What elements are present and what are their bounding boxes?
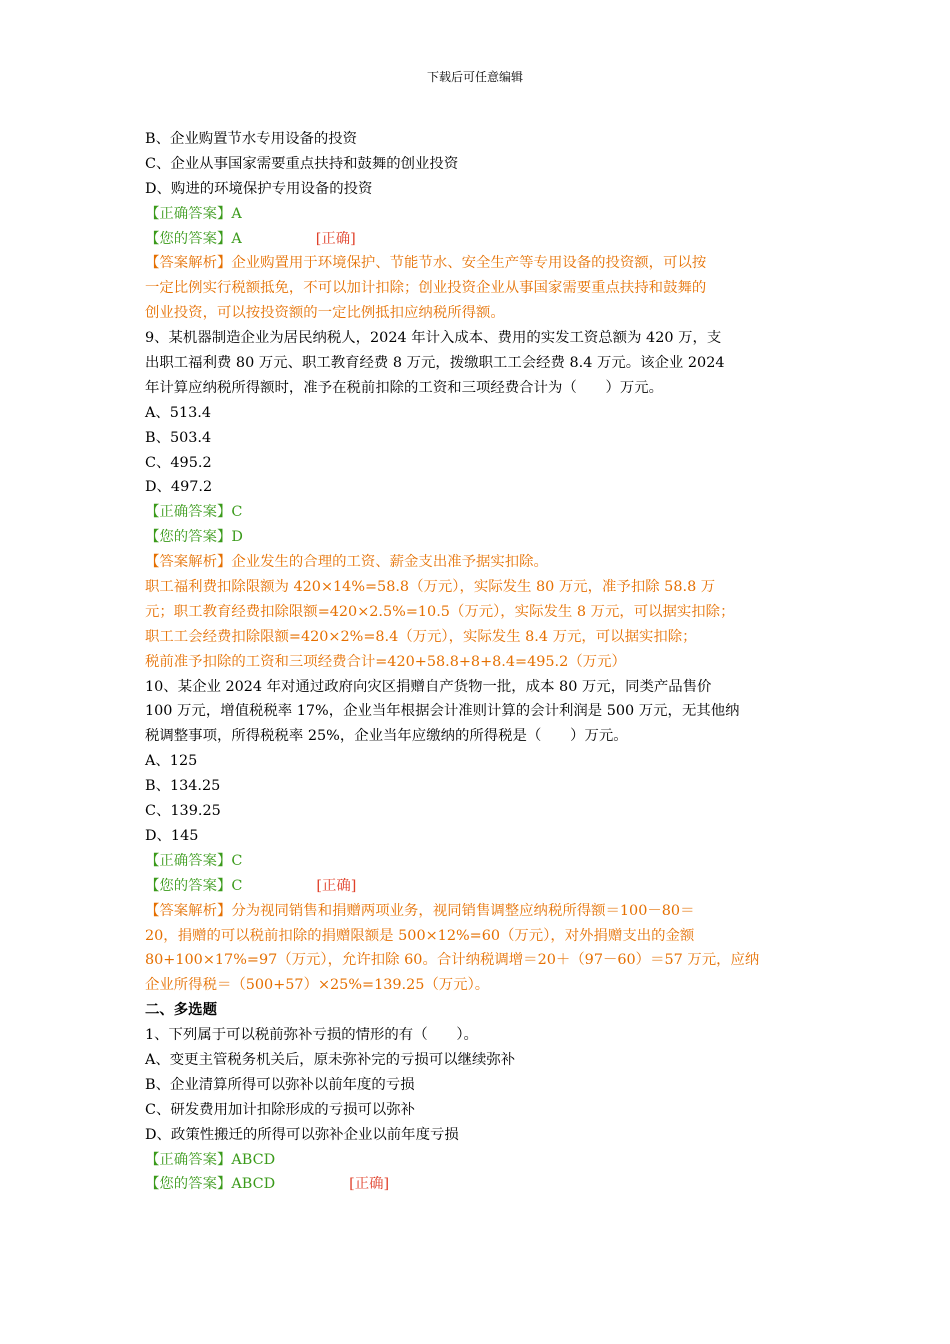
page-header: 下载后可任意编辑 (426, 70, 523, 84)
analysis-line: 【答案解析】企业发生的合理的工资、薪金支出准予据实扣除。 (145, 554, 548, 571)
option-line: D、政策性搬迁的所得可以弥补企业以前年度亏损 (145, 1126, 459, 1143)
your-answer-line (145, 1172, 810, 1197)
document-body (145, 127, 810, 1197)
your-answer: 【您的答案】D (145, 529, 243, 546)
correct-answer: 【正确答案】C (145, 504, 243, 521)
question-line: 年计算应纳税所得额时，准予在税前扣除的工资和三项经费合计为（ ）万元。 (145, 379, 664, 396)
analysis-line: 元；职工教育经费扣除限额=420×2.5%=10.5（万元），实际发生 8 万元，可以据实扣除； (145, 603, 735, 620)
analysis-line: 职工工会经费扣除限额=420×2%=8.4（万元），实际发生 8.4 万元，可以据实扣除； (145, 628, 697, 645)
option-line: C、139.25 (145, 803, 221, 820)
option-line: A、513.4 (145, 404, 211, 421)
option-line: C、495.2 (145, 454, 212, 471)
analysis-line: 【答案解析】企业购置用于环境保护、节能节水、安全生产等专用设备的投资额，可以按 (145, 255, 707, 272)
analysis-line: 20，捐赠的可以税前扣除的捐赠限额是 500×12%=60（万元），对外捐赠支出的金额 (145, 927, 695, 944)
correct-answer: 【正确答案】A (145, 205, 242, 222)
status-badge: [正确] (349, 1176, 390, 1193)
question-line: 1、下列属于可以税前弥补亏损的情形的有（ ）。 (145, 1027, 478, 1044)
option-line: C、企业从事国家需要重点扶持和鼓舞的创业投资 (145, 155, 459, 172)
option-line: C、研发费用加计扣除形成的亏损可以弥补 (145, 1101, 416, 1118)
analysis-line: 【答案解析】分为视同销售和捐赠两项业务，视同销售调整应纳税所得额＝100－80＝ (145, 902, 695, 919)
option-line: B、503.4 (145, 429, 212, 446)
option-line: B、企业清算所得可以弥补以前年度的亏损 (145, 1076, 415, 1093)
option-line: D、145 (145, 827, 199, 844)
analysis-line: 税前准予扣除的工资和三项经费合计=420+58.8+8+8.4=495.2（万元） (145, 653, 626, 670)
option-line: B、企业购置节水专用设备的投资 (145, 131, 358, 147)
option-line: D、497.2 (145, 479, 213, 496)
your-answer-line (145, 227, 810, 252)
option-line: A、变更主管税务机关后，原未弥补完的亏损可以继续弥补 (145, 1051, 516, 1068)
status-badge: [正确] (315, 230, 356, 247)
question-line: 税调整事项，所得税税率 25%，企业当年应缴纳的所得税是（ ）万元。 (145, 728, 628, 745)
your-answer: 【您的答案】A (145, 230, 242, 247)
question-line: 100 万元，增值税税率 17%，企业当年根据会计准则计算的会计利润是 500 万元，无其他纳 (145, 703, 740, 720)
correct-answer: 【正确答案】ABCD (145, 1151, 276, 1168)
analysis-line: 创业投资，可以按投资额的一定比例抵扣应纳税所得额。 (145, 305, 505, 322)
question-line: 9、某机器制造企业为居民纳税人，2024 年计入成本、费用的实发工资总额为 420 万，支 (145, 330, 722, 347)
option-line: B、134.25 (145, 778, 221, 795)
analysis-line: 企业所得税＝（500+57）×25%=139.25（万元）。 (145, 977, 490, 994)
analysis-line: 一定比例实行税额抵免，不可以加计扣除；创业投资企业从事国家需要重点扶持和鼓舞的 (145, 280, 707, 297)
status-badge: [正确] (316, 877, 357, 894)
your-answer: 【您的答案】C (145, 877, 243, 894)
your-answer: 【您的答案】ABCD (145, 1176, 276, 1193)
analysis-line: 80+100×17%=97（万元），允许扣除 60。合计纳税调增＝20＋（97－60）＝57 万元，应纳 (145, 952, 760, 969)
option-line: A、125 (145, 753, 198, 770)
analysis-line: 职工福利费扣除限额为 420×14%=58.8（万元），实际发生 80 万元，准予扣除 58.8 万 (145, 579, 716, 596)
option-line: D、购进的环境保护专用设备的投资 (145, 180, 373, 197)
correct-answer: 【正确答案】C (145, 852, 243, 869)
section-heading: 二、多选题 (145, 1002, 217, 1019)
question-line: 10、某企业 2024 年对通过政府向灾区捐赠自产货物一批，成本 80 万元，同类产品售价 (145, 678, 712, 695)
your-answer-line (145, 874, 810, 899)
question-line: 出职工福利费 80 万元、职工教育经费 8 万元，拨缴职工工会经费 8.4 万元。该企业 2024 (145, 355, 725, 372)
